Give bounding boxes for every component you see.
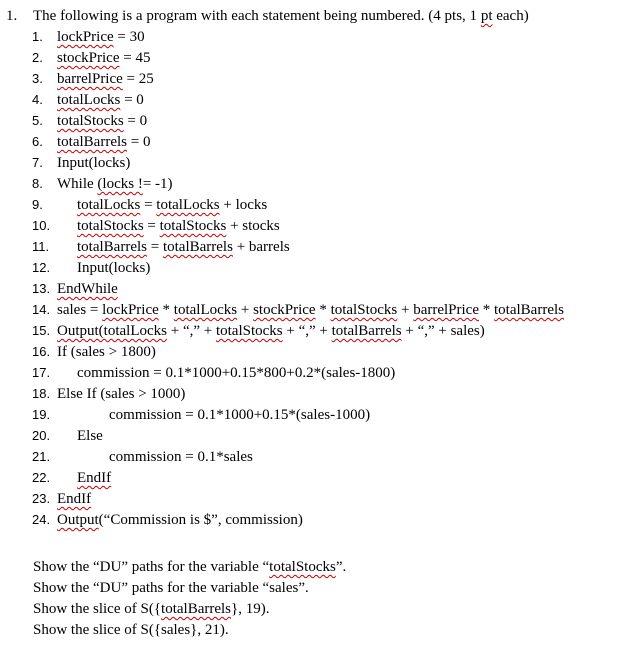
statement-text-fragment: = 0 (120, 92, 144, 108)
statement-code (57, 69, 154, 89)
spellcheck-flagged-text: totalStocks (215, 323, 283, 339)
spellcheck-flagged-text: totalStocks (269, 559, 336, 575)
statement-text-fragment: = (143, 218, 160, 234)
spellcheck-flagged-text: lockPrice (57, 29, 114, 45)
statement-text-fragment: + “,” + (166, 323, 216, 339)
spellcheck-flagged-text: totalStocks (77, 218, 144, 234)
spellcheck-flagged-text: totalBarrels (331, 323, 402, 339)
task-text (33, 578, 309, 598)
statement-code (109, 405, 370, 425)
statement-code (57, 90, 144, 110)
statement-code (57, 132, 150, 152)
statement-code (57, 48, 150, 68)
statement-number: 16. (32, 344, 51, 359)
question-intro: The following is a program with each statement being numbered. (4 pts, 1 (33, 8, 481, 24)
statement-number: 18. (32, 386, 51, 401)
statement-text-fragment: Else (77, 428, 103, 444)
statement-code (57, 321, 485, 341)
question-intro-end: each) (492, 8, 529, 24)
statement-code (77, 216, 280, 236)
statement-code (77, 363, 395, 383)
statement-code (57, 489, 91, 509)
spellcheck-flagged-text: stockPrice (253, 302, 316, 318)
statement-number: 13. (32, 281, 51, 296)
statement-text-fragment: If (sales > 1800) (57, 344, 156, 360)
statement-text-fragment: commission = 0.1*sales (109, 449, 253, 465)
statement-number: 3. (32, 71, 43, 86)
statement-code (77, 468, 111, 488)
statement-text-fragment: = (140, 197, 157, 213)
spellcheck-flagged-text: totalStocks (330, 302, 398, 318)
statement-text-fragment: = -1) (142, 176, 173, 192)
statement-text-fragment: + “,” + sales) (401, 323, 485, 339)
statement-number: 22. (32, 470, 51, 485)
statement-text-fragment: * (479, 302, 494, 318)
spellcheck-flagged-text: lockPrice (102, 302, 159, 318)
statement-text-fragment: = 45 (119, 50, 151, 66)
spellcheck-flagged-text: totalStocks (159, 218, 227, 234)
statement-text-fragment: Show the slice of S({sales}, 21). (33, 622, 229, 638)
statement-text-fragment: commission = 0.1*1000+0.15*800+0.2*(sales-1800) (77, 365, 396, 381)
statement-code (109, 447, 253, 467)
statement-number: 24. (32, 512, 51, 527)
spellcheck-flagged-text: totalBarrels (57, 134, 127, 150)
statement-text-fragment: = 0 (126, 134, 151, 150)
spellcheck-flagged-text: totalBarrels (162, 239, 233, 255)
statement-text-fragment: Input(locks) (77, 260, 151, 276)
statement-code (57, 384, 185, 404)
spellcheck-flagged-text: Output(totalLocks (57, 323, 167, 339)
statement-code (57, 174, 173, 194)
statement-text-fragment: + (237, 302, 254, 318)
statement-code (57, 27, 145, 47)
statement-number: 5. (32, 113, 43, 128)
statement-code (77, 195, 267, 215)
statement-number: 23. (32, 491, 51, 506)
statement-number: 21. (32, 449, 51, 464)
statement-text-fragment: = (146, 239, 163, 255)
statement-number: 11. (32, 239, 50, 254)
statement-code (57, 153, 130, 173)
statement-code (57, 279, 118, 299)
statement-text-fragment: + (397, 302, 414, 318)
statement-text-fragment: = 30 (113, 29, 145, 45)
statement-text-fragment: Else If (sales > 1000) (57, 386, 186, 402)
spellcheck-flagged-text: (locks ! (97, 176, 143, 192)
task-text (33, 557, 346, 577)
statement-number: 15. (32, 323, 51, 338)
spellcheck-flagged-text: EndIf (57, 491, 92, 507)
question-text (33, 6, 529, 26)
statement-text-fragment: + stocks (226, 218, 280, 234)
statement-number: 19. (32, 407, 51, 422)
statement-number: 1. (32, 29, 43, 44)
statement-text-fragment: sales = (57, 302, 103, 318)
spellcheck-flagged-text: totalBarrels (161, 601, 232, 617)
spellcheck-flagged-text: stockPrice (57, 50, 120, 66)
statement-code (57, 342, 156, 362)
statement-number: 10. (32, 218, 51, 233)
statement-text-fragment: Input(locks) (57, 155, 131, 171)
statement-text-fragment: = 25 (122, 71, 154, 87)
question-number: 1. (6, 8, 18, 24)
statement-text-fragment: Show the “DU” paths for the variable “ (33, 559, 270, 575)
statement-code (57, 510, 303, 530)
spellcheck-flagged-text: barrelPrice (57, 71, 123, 87)
spellcheck-flagged-text: totalLocks (77, 197, 141, 213)
statement-text-fragment: commission = 0.1*1000+0.15*(sales-1000) (109, 407, 371, 423)
statement-number: 9. (32, 197, 43, 212)
statement-code (77, 426, 103, 446)
statement-number: 7. (32, 155, 43, 170)
statement-number: 17. (32, 365, 51, 380)
spellcheck-flagged-text: totalLocks (173, 302, 238, 318)
spellcheck-flagged-text: barrelPrice (413, 302, 479, 318)
statement-text-fragment: (“Commission is $”, commission) (98, 512, 303, 528)
statement-number: 8. (32, 176, 43, 191)
statement-text-fragment: Show the slice of S({ (33, 601, 162, 617)
statement-number: 20. (32, 428, 51, 443)
task-text (33, 599, 269, 619)
statement-number: 6. (32, 134, 43, 149)
statement-text-fragment: ”. (335, 559, 347, 575)
spellcheck-flagged-text: totalBarrels (77, 239, 147, 255)
spellcheck-flagged-text: totalLocks (156, 197, 220, 213)
statement-text-fragment: + barrels (232, 239, 290, 255)
statement-code (77, 258, 150, 278)
statement-text-fragment: * (315, 302, 331, 318)
statement-number: 14. (32, 302, 51, 317)
statement-number: 12. (32, 260, 51, 275)
spellcheck-flagged-text: totalLocks (57, 92, 121, 108)
statement-text-fragment: + locks (219, 197, 268, 213)
statement-text-fragment: * (158, 302, 174, 318)
statement-text-fragment: = 0 (123, 113, 148, 129)
statement-number: 2. (32, 50, 43, 65)
statement-text-fragment: Show the “DU” paths for the variable “sales”. (33, 580, 309, 596)
statement-code (57, 111, 147, 131)
spellcheck-flagged-text: totalBarrels (494, 302, 564, 318)
task-text (33, 620, 229, 640)
question-pt: pt (480, 8, 493, 24)
spellcheck-flagged-text: totalStocks (57, 113, 124, 129)
statement-code (57, 300, 564, 320)
statement-text-fragment: + “,” + (282, 323, 332, 339)
spellcheck-flagged-text: EndWhile (57, 281, 118, 297)
statement-text-fragment: }, 19). (231, 601, 270, 617)
statement-code (77, 237, 290, 257)
statement-text-fragment: While (57, 176, 98, 192)
statement-number: 4. (32, 92, 43, 107)
spellcheck-flagged-text: EndIf (77, 470, 112, 486)
spellcheck-flagged-text: Output (57, 512, 99, 528)
